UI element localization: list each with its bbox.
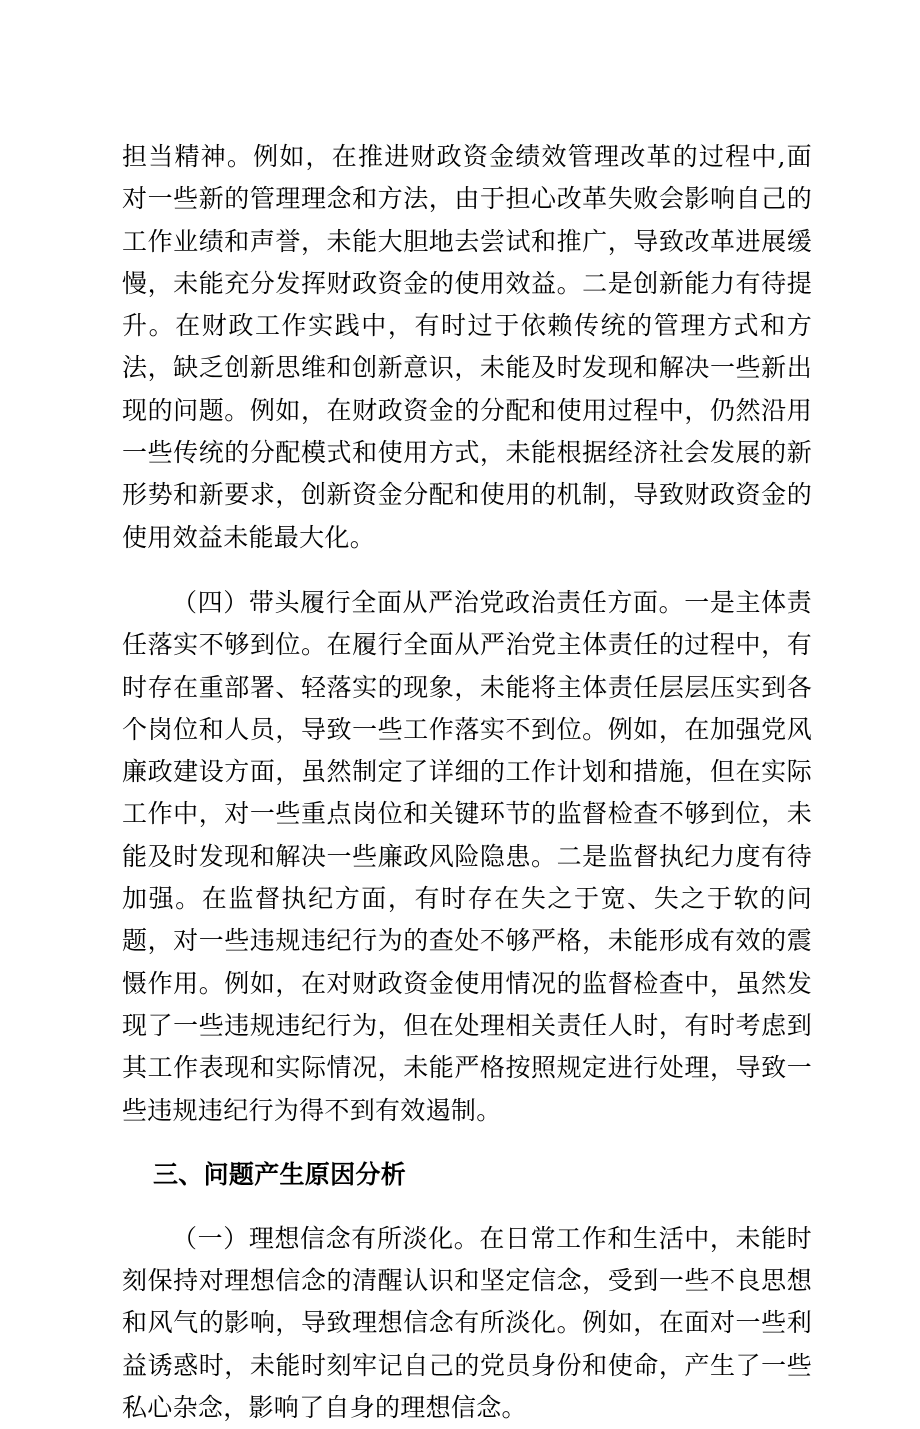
section-heading: 三、问题产生原因分析 [153, 1159, 407, 1189]
paragraph-cause-one: （一）理想信念有所淡化。在日常工作和生活中，未能时刻保持对理想信念的清醒认识和坚定信念，受到一些不良思想和风气的影响，导致理想信念有所淡化。例如，在面对一些利益诱惑时，未能时刻牢记自己的党员身份和使命，产生了一些私心杂念，影响了自身的理想信念。 [122, 1223, 812, 1423]
paragraph-continuation: 担当精神。例如，在推进财政资金绩效管理改革的过程中,面对一些新的管理理念和方法，由于担心改革失败会影响自己的工作业绩和声誉，未能大胆地去尝试和推广，导致改革进展缓慢，未能充分发挥财政资金的使用效益。二是创新能力有待提升。在财政工作实践中，有时过于依赖传统的管理方式和方法，缺乏创新思维和创新意识，未能及时发现和解决一些新出现的问题。例如，在财政资金的分配和使用过程中，仍然沿用一些传统的分配模式和使用方式，未能根据经济社会发展的新形势和新要求，创新资金分配和使用的机制，导致财政资金的使用效益未能最大化。 [122, 142, 812, 552]
document-body [122, 136, 812, 1429]
paragraph-section-four: （四）带头履行全面从严治党政治责任方面。一是主体责任落实不够到位。在履行全面从严治党主体责任的过程中，有时存在重部署、轻落实的现象，未能将主体责任层层压实到各个岗位和人员，导致一些工作落实不到位。例如，在加强党风廉政建设方面，虽然制定了详细的工作计划和措施，但在实际工作中，对一些重点岗位和关键环节的监督检查不够到位，未能及时发现和解决一些廉政风险隐患。二是监督执纪力度有待加强。在监督执纪方面，有时存在失之于宽、失之于软的问题，对一些违规违纪行为的查处不够严格，未能形成有效的震慑作用。例如，在对财政资金使用情况的监督检查中，虽然发现了一些违规违纪行为，但在处理相关责任人时，有时考虑到其工作表现和实际情况，未能严格按照规定进行处理，导致一些违规违纪行为得不到有效遏制。 [122, 587, 812, 1125]
